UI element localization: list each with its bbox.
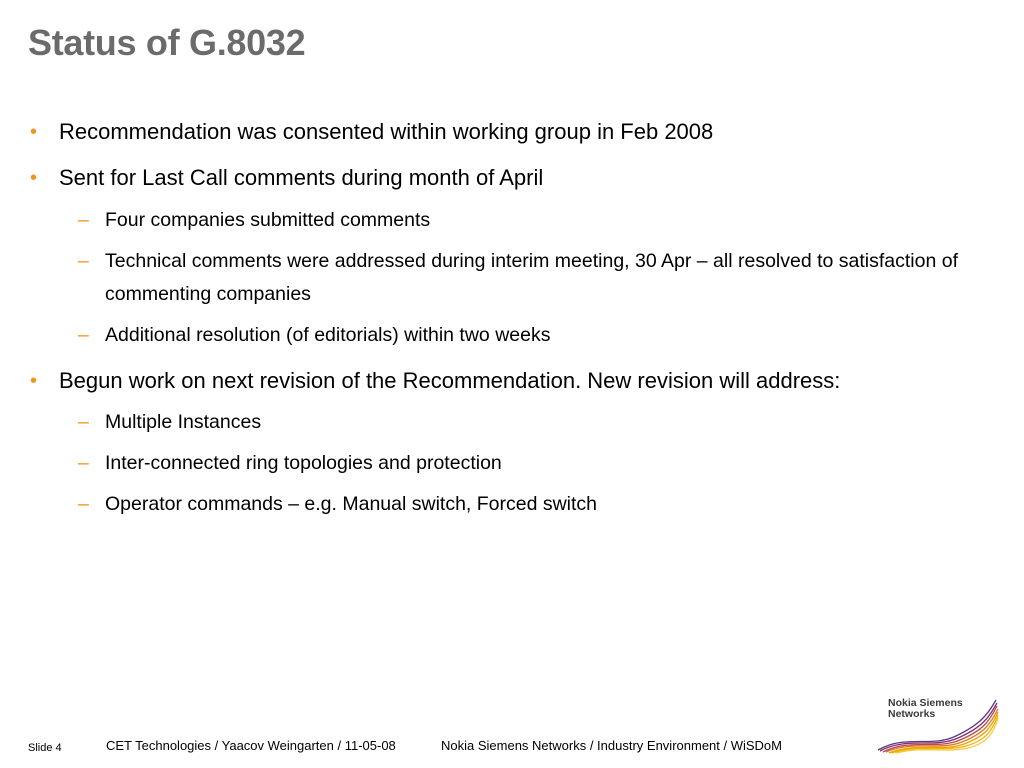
nsn-wave-logo-icon [876, 696, 1000, 754]
sub-bullet-marker: – [78, 209, 89, 231]
sub-bullet-marker: – [78, 250, 89, 272]
bullet-marker: • [30, 121, 38, 143]
bullet-text: Sent for Last Call comments during month of April [59, 165, 544, 190]
sub-bullet-text: Additional resolution (of editorials) within two weeks [105, 324, 551, 346]
bullet-item [30, 163, 543, 193]
logo-line-2: Networks [888, 708, 936, 720]
bullet-marker: • [30, 167, 38, 189]
footer-author-info: CET Technologies / Yaacov Weingarten / 11-05-08 [106, 738, 396, 753]
sub-bullet-item [78, 204, 978, 237]
footer-org-info: Nokia Siemens Networks / Industry Environment / WiSDoM [441, 738, 782, 753]
sub-bullet-text: Multiple Instances [105, 411, 262, 433]
sub-bullet-item [78, 406, 978, 439]
sub-bullet-item [78, 245, 978, 311]
sub-bullet-marker: – [78, 411, 89, 433]
slide-number: Slide 4 [28, 742, 62, 754]
sub-bullet-text: Four companies submitted comments [105, 209, 431, 231]
bullet-text: Recommendation was consented within working group in Feb 2008 [59, 119, 714, 144]
sub-bullet-text: Technical comments were addressed during interim meeting, 30 Apr – all resolved to satisfaction of commenting companies [105, 250, 959, 305]
bullet-item [30, 117, 713, 147]
bullet-marker: • [30, 370, 38, 392]
sub-bullet-item [78, 319, 978, 352]
sub-bullet-marker: – [78, 493, 89, 515]
logo-line-1: Nokia Siemens [888, 697, 963, 709]
sub-bullet-item [78, 488, 978, 521]
sub-bullet-marker: – [78, 452, 89, 474]
sub-bullet-marker: – [78, 324, 89, 346]
bullet-text: Begun work on next revision of the Recommendation. New revision will address: [59, 368, 841, 393]
sub-bullet-text: Inter-connected ring topologies and protection [105, 452, 502, 474]
sub-bullet-text: Operator commands – e.g. Manual switch, Forced switch [105, 493, 598, 515]
page-title: Status of G.8032 [28, 22, 306, 63]
bullet-item [30, 366, 840, 396]
sub-bullet-item [78, 447, 978, 480]
